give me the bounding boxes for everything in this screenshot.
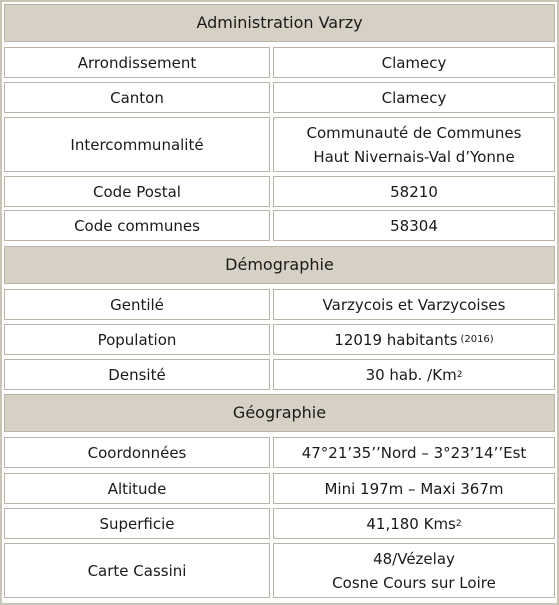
value-population-year: (2016) [460, 333, 494, 345]
table-row-intercommunalite [4, 117, 555, 172]
label-gentile: Gentilé [4, 289, 270, 320]
table-row-code-communes [4, 210, 555, 241]
value-intercommunalite-line1: Communauté de Communes [306, 123, 522, 142]
label-altitude: Altitude [4, 473, 270, 504]
section-row-administration [4, 4, 555, 42]
value-population-count: 12019 habitants [334, 330, 458, 349]
label-canton: Canton [4, 82, 270, 113]
value-canton: Clamecy [273, 82, 555, 113]
table-row-altitude [4, 473, 555, 504]
section-header-geographie: Géographie [4, 394, 555, 432]
section-header-demographie: Démographie [4, 246, 555, 284]
value-carte-cassini-line2: Cosne Cours sur Loire [332, 573, 496, 592]
table-row-carte-cassini [4, 543, 555, 598]
section-row-geographie [4, 394, 555, 432]
value-code-communes: 58304 [273, 210, 555, 241]
value-densite-number: 30 hab. /Km [365, 365, 457, 384]
value-code-postal: 58210 [273, 176, 555, 207]
value-coordonnees: 47°21’35’’Nord – 3°23’14’’Est [273, 437, 555, 468]
value-carte-cassini [273, 543, 555, 598]
table-row-gentile [4, 289, 555, 320]
label-superficie: Superficie [4, 508, 270, 539]
value-gentile: Varzycois et Varzycoises [273, 289, 555, 320]
value-superficie: 41,180 Kms 2 [273, 508, 555, 539]
label-coordonnees: Coordonnées [4, 437, 270, 468]
table-row-superficie [4, 508, 555, 539]
label-code-postal: Code Postal [4, 176, 270, 207]
value-intercommunalite-line2: Haut Nivernais-Val d’Yonne [313, 147, 515, 166]
label-carte-cassini: Carte Cassini [4, 543, 270, 598]
label-population: Population [4, 324, 270, 355]
value-carte-cassini-line1: 48/Vézelay [373, 549, 455, 568]
value-superficie-number: 41,180 Kms [366, 514, 456, 533]
value-intercommunalite [273, 117, 555, 172]
value-altitude: Mini 197m – Maxi 367m [273, 473, 555, 504]
table-row-coordonnees [4, 437, 555, 468]
label-code-communes: Code communes [4, 210, 270, 241]
label-intercommunalite: Intercommunalité [4, 117, 270, 172]
table-row-densite [4, 359, 555, 390]
value-densite: 30 hab. /Km 2 [273, 359, 555, 390]
table-row-arrondissement [4, 47, 555, 78]
value-population [273, 324, 555, 355]
table-row-canton [4, 82, 555, 113]
section-header-administration: Administration Varzy [4, 4, 555, 42]
label-arrondissement: Arrondissement [4, 47, 270, 78]
label-densite: Densité [4, 359, 270, 390]
value-arrondissement: Clamecy [273, 47, 555, 78]
table-row-code-postal [4, 176, 555, 207]
table-row-population [4, 324, 555, 355]
section-row-demographie [4, 246, 555, 284]
